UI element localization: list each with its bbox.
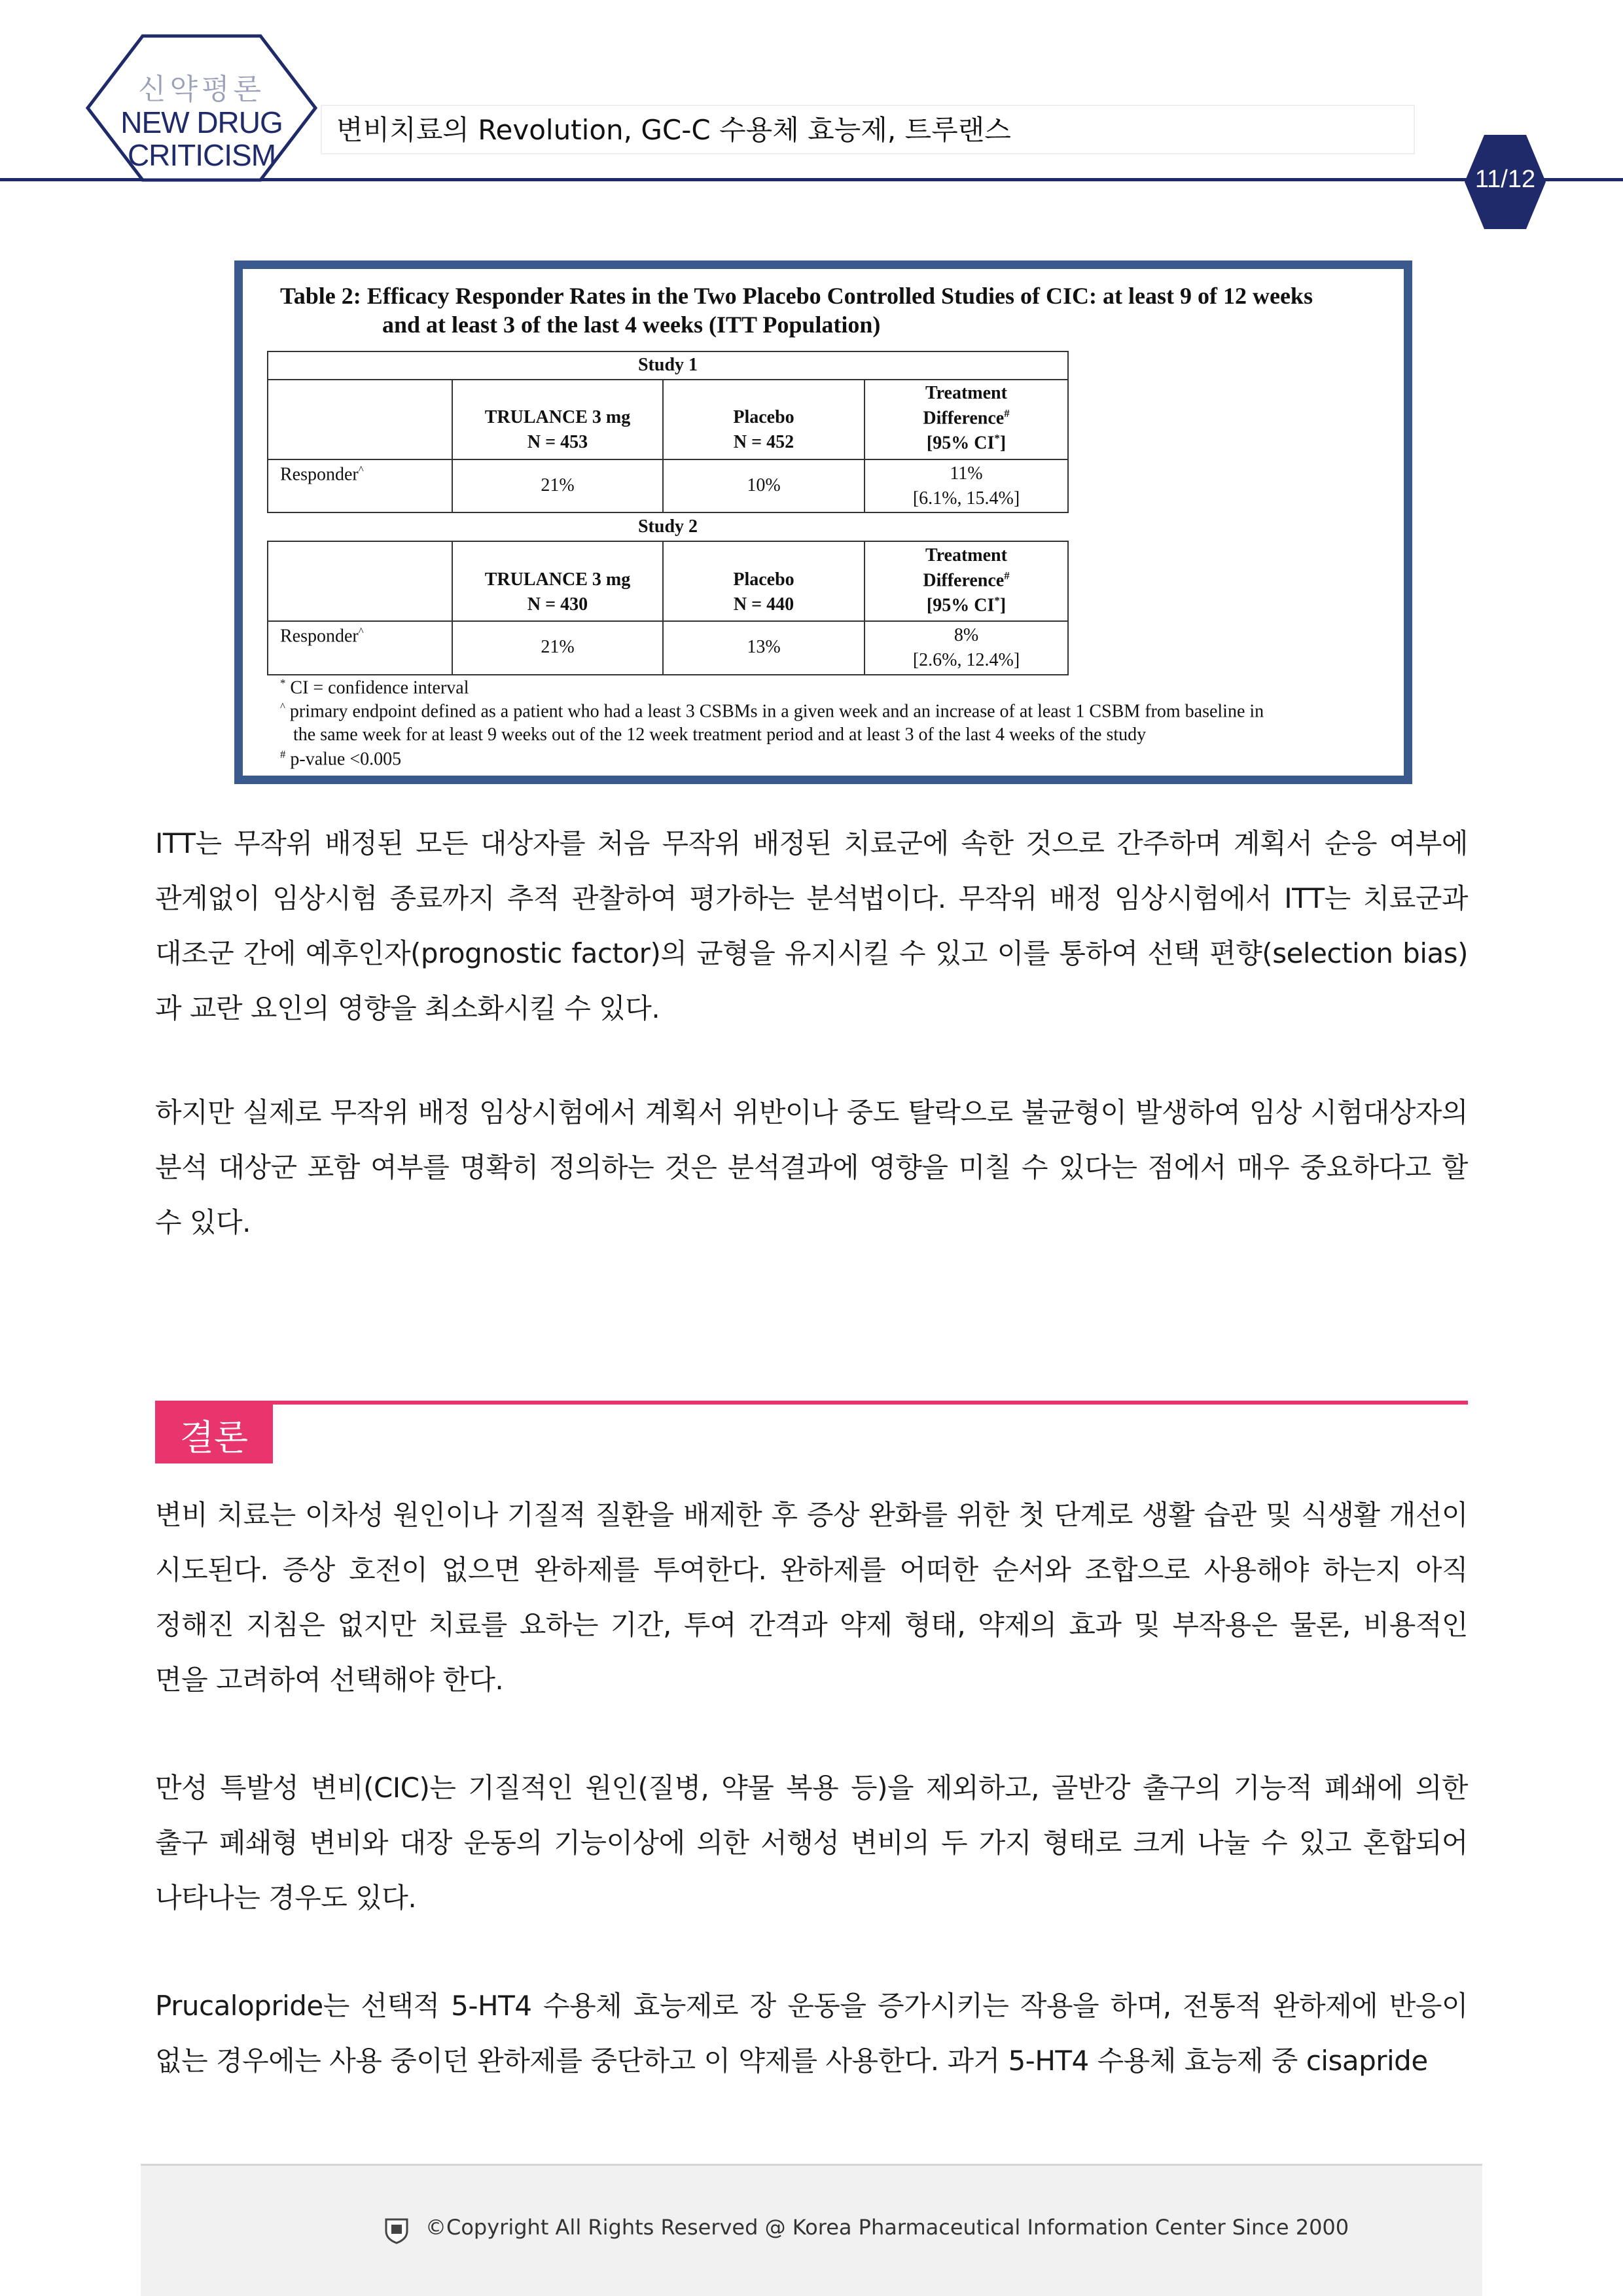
shield-icon (383, 2215, 410, 2244)
table-footnote-ci: * CI = confidence interval (280, 677, 469, 698)
footer-copyright: ©Copyright All Rights Reserved @ Korea Pharmaceutical Information Center Since 2000 (425, 2215, 1349, 2240)
study-2-col-diff-3: [95% CI*] (926, 594, 1007, 616)
study-2-col-drug: TRULANCE 3 mg (484, 569, 631, 590)
section-rule (155, 1401, 1468, 1405)
study-2-row-label: Responder^ (280, 625, 364, 647)
study-1-diff-value: 11% (950, 463, 983, 484)
table-line (267, 351, 1069, 352)
study-1-col-drug-n: N = 453 (527, 432, 588, 452)
table-line (267, 459, 1069, 460)
page-number: 11/12 (1474, 166, 1536, 193)
study-1-drug-value: 21% (541, 475, 575, 495)
table-footnote-endpoint-1: ^ primary endpoint defined as a patient who had a least 3 CSBMs in a given week and an increase of at least 1 CSBM from baseline in (280, 700, 1264, 722)
study-2-col-diff-1: Treatment (925, 545, 1007, 565)
header-rule-right (1541, 178, 1623, 181)
paragraph-itt-importance: 하지만 실제로 무작위 배정 임상시험에서 계획서 위반이나 중도 탈락으로 불균형이 발생하여 임상 시험대상자의 분석 대상군 포함 여부를 명확히 정의하는 것은 분석결과에 영향을 미칠 수 있다는 점에서 매우 중요하다고 할 수 있다. (155, 1096, 1468, 1238)
study-1-ci-value: [6.1%, 15.4%] (912, 488, 1020, 509)
table-line (267, 541, 268, 675)
page-title: 변비치료의 Revolution, GC-C 수용체 효능제, 트루랜스 (336, 114, 1011, 146)
study-2-col-placebo-n: N = 440 (733, 594, 794, 615)
table-line (267, 379, 1069, 380)
table-caption-line-1: Table 2: Efficacy Responder Rates in the Two Placebo Controlled Studies of CIC: at least 9 of 12 weeks (280, 283, 1313, 309)
study-2-col-diff-2: Difference# (923, 569, 1010, 591)
logo-korean: 신약평론 (137, 73, 265, 106)
study-1-col-diff-2: Difference# (923, 407, 1010, 429)
table-caption-line-2: and at least 3 of the last 4 weeks (ITT Population) (382, 312, 881, 338)
study-1-placebo-value: 10% (747, 475, 781, 495)
study-2-col-placebo: Placebo (733, 569, 794, 590)
study-1-row-label: Responder^ (280, 463, 364, 485)
study-2-diff-value: 8% (954, 625, 979, 645)
table-line (267, 620, 1069, 622)
study-1-col-drug: TRULANCE 3 mg (484, 407, 631, 427)
paragraph-itt-definition: ITT는 무작위 배정된 모든 대상자를 처음 무작위 배정된 치료군에 속한 것으로 간주하며 계획서 순응 여부에 관계없이 임상시험 종료까지 추적 관찰하여 평가하는 분석법이다. 무작위 배정 임상시험에서 ITT는 치료군과 대조군 간에 예후인자(prognostic factor)의 균형을 유지시킬 수 있고 이를 통하여 선택 편향(selection bias)과 교란 요인의 영향을 최소화시킬 수 있다. (155, 827, 1468, 1024)
table-line (267, 512, 1069, 513)
table-line (1067, 541, 1069, 675)
study-1-col-placebo-n: N = 452 (733, 432, 794, 452)
paragraph-conclusion-3: Prucalopride는 선택적 5-HT4 수용체 효능제로 장 운동을 증가시키는 작용을 하며, 전통적 완하제에 반응이 없는 경우에는 사용 중이던 완하제를 중단하고 이 약제를 사용한다. 과거 5-HT4 수용체 효능제 중 cisapride (155, 1990, 1468, 2077)
study-2-title: Study 2 (637, 516, 698, 537)
table-line (1067, 351, 1069, 512)
table-line (267, 541, 1069, 542)
study-2-placebo-value: 13% (747, 637, 781, 657)
study-1-col-placebo: Placebo (733, 407, 794, 427)
table-footnote-endpoint-2: the same week for at least 9 weeks out of the 12 week treatment period and at least 3 of the last 4 weeks of the study (293, 725, 1147, 745)
study-1-col-diff-1: Treatment (925, 383, 1007, 403)
study-2-col-drug-n: N = 430 (527, 594, 588, 615)
study-2-ci-value: [2.6%, 12.4%] (912, 650, 1020, 670)
study-1-col-diff-3: [95% CI*] (926, 432, 1007, 454)
study-2-drug-value: 21% (541, 637, 575, 657)
paragraph-conclusion-1: 변비 치료는 이차성 원인이나 기질적 질환을 배제한 후 증상 완화를 위한 첫 단계로 생활 습관 및 식생활 개선이 시도된다. 증상 호전이 없으면 완하제를 투여한다. 완하제를 어떠한 순서와 조합으로 사용해야 하는지 아직 정해진 지침은 없지만 치료를 요하는 기간, 투여 간격과 약제 형태, 약제의 효과 및 부작용은 물론, 비용적인 면을 고려하여 선택해야 한다. (155, 1499, 1468, 1696)
logo-line-2: CRITICISM (127, 138, 276, 172)
section-title: 결론 (179, 1417, 249, 1458)
paragraph-conclusion-2: 만성 특발성 변비(CIC)는 기질적인 원인(질병, 약물 복용 등)을 제외하고, 골반강 출구의 기능적 폐쇄에 의한 출구 폐쇄형 변비와 대장 운동의 기능이상에 의한 서행성 변비의 두 가지 형태로 크게 나눌 수 있고 혼합되어 나타나는 경우도 있다. (155, 1772, 1468, 1914)
table-line (267, 674, 1069, 675)
table-footnote-pvalue: # p-value <0.005 (280, 748, 402, 770)
study-1-title: Study 1 (637, 355, 698, 375)
logo-line-1: NEW DRUG (120, 105, 283, 139)
